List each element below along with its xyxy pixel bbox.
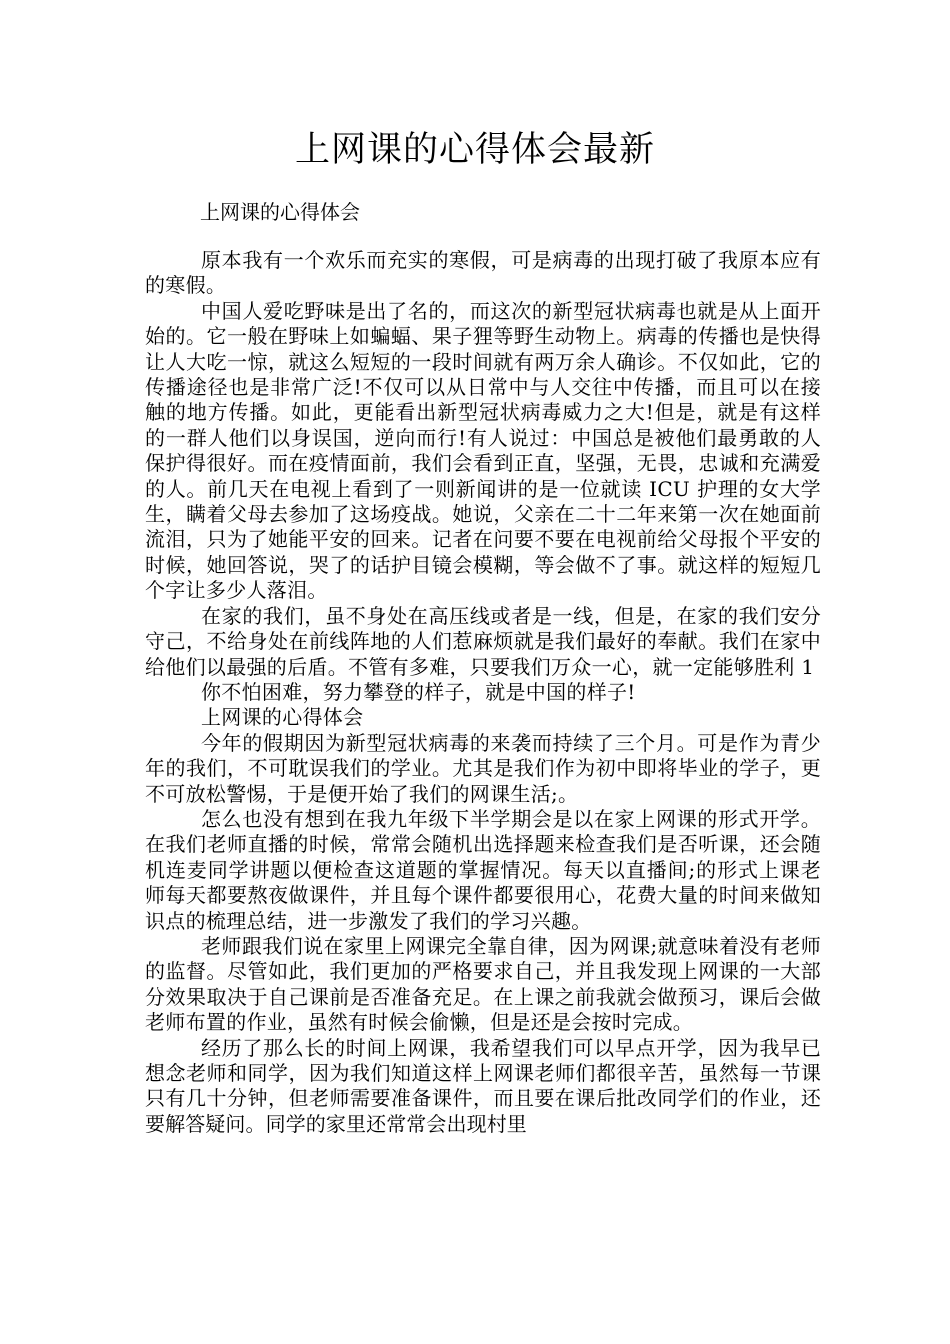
paragraph-5: 今年的假期因为新型冠状病毒的来袭而持续了三个月。可是作为青少年的我们，不可耽误我们的学业。尤其是我们作为初中即将毕业的学子，更不可放松警惕，于是便开始了我们的网课生活;。	[145, 730, 821, 806]
section-heading: 上网课的心得体会	[201, 705, 364, 730]
paragraph-4: 你不怕困难，努力攀登的样子，就是中国的样子!	[201, 679, 636, 704]
document-title: 上网课的心得体会最新	[294, 130, 655, 170]
paragraph-8: 经历了那么长的时间上网课，我希望我们可以早点开学，因为我早已想念老师和同学，因为我们知道这样上网课老师们都很辛苦，虽然每一节课只有几十分钟，但老师需要准备课件，而且要在课后批改同学们的作业，还要解答疑问。同学的家里还常常会出现村里	[145, 1035, 821, 1136]
document-subtitle: 上网课的心得体会	[200, 200, 360, 224]
paragraph-6: 怎么也没有想到在我九年级下半学期会是以在家上网课的形式开学。在我们老师直播的时候，常常会随机出选择题来检查我们是否听课，还会随机连麦同学讲题以便检查这道题的掌握情况。每天以直播间;的形式上课老师每天都要熬夜做课件，并且每个课件都要很用心，花费大量的时间来做知识点的梳理总结，进一步激发了我们的学习兴趣。	[145, 806, 821, 933]
paragraph-2: 中国人爱吃野味是出了名的，而这次的新型冠状病毒也就是从上面开始的。它一般在野味上如蝙蝠、果子狸等野生动物上。病毒的传播也是快得让人大吃一惊，就这么短短的一段时间就有两万余人确诊。不仅如此，它的传播途径也是非常广泛!不仅可以从日常中与人交往中传播，而且可以在接触的地方传播。如此，更能看出新型冠状病毒威力之大!但是，就是有这样的一群人他们以身误国，逆向而行!有人说过：中国总是被他们最勇敢的人保护得很好。而在疫情面前，我们会看到正直，坚强，无畏，忠诚和充满爱的人。前几天在电视上看到了一则新闻讲的是一位就读 ICU 护理的女大学生，瞒着父母去参加了这场疫战。她说，父亲在二十二年来第一次在她面前流泪，只为了她能平安的回来。记者在问要不要在电视前给父母报个平安的时候，她回答说，哭了的话护目镜会模糊，等会做不了事。就这样的短短几个字让多少人落泪。	[145, 298, 821, 603]
paragraph-1: 原本我有一个欢乐而充实的寒假，可是病毒的出现打破了我原本应有的寒假。	[145, 248, 821, 298]
document-body	[145, 248, 821, 1137]
paragraph-7: 老师跟我们说在家里上网课完全靠自律，因为网课;就意味着没有老师的监督。尽管如此，我们更加的严格要求自己，并且我发现上网课的一大部分效果取决于自己课前是否准备充足。在上课之前我就会做预习，课后会做老师布置的作业，虽然有时候会偷懒，但是还是会按时完成。	[145, 933, 821, 1035]
paragraph-3: 在家的我们，虽不身处在高压线或者是一线，但是，在家的我们安分守己，不给身处在前线阵地的人们惹麻烦就是我们最好的奉献。我们在家中给他们以最强的后盾。不管有多难，只要我们万众一心，就一定能够胜利 1	[145, 603, 821, 679]
